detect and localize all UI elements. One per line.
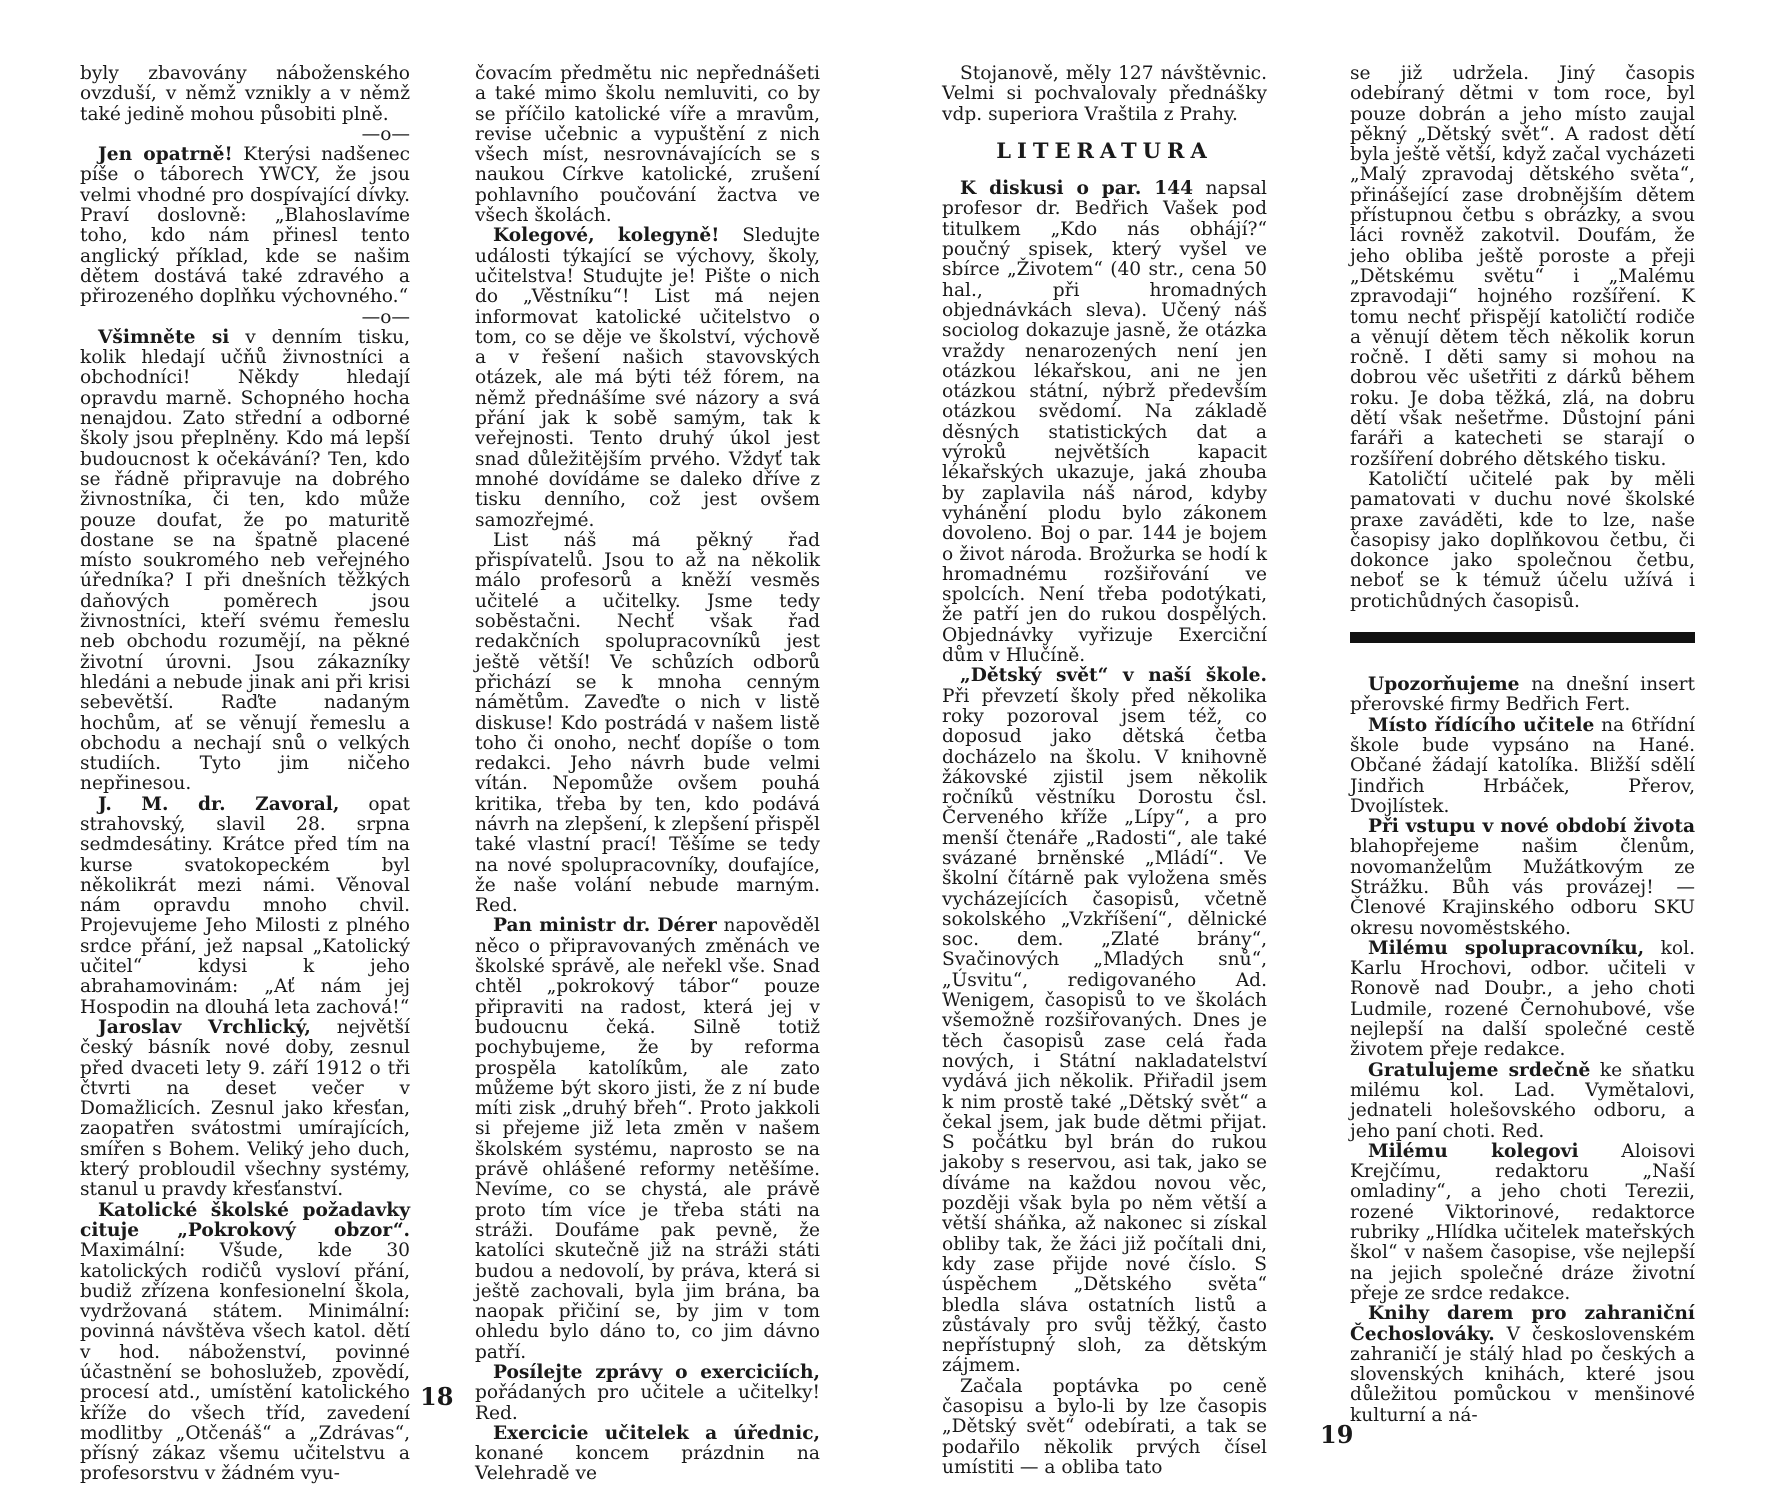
paragraph [1350, 1304, 1695, 1426]
separator-mark: —o— [361, 306, 410, 328]
paragraph [80, 1201, 410, 1485]
paragraph [475, 531, 820, 917]
paragraph-text: na dnešní insert přerovské firmy Bedřich Fert. [1350, 674, 1695, 716]
paragraph-text: čovacím předmětu nic nepřednášeti a také mimo školu nemluviti, co by se příčilo katolické víře a mravům, revise učebnic a vypuštění z nich všech míst, nesrovnávajících se s naukou Církve katolické, zrušení pohlavního poučování žactva ve všech školách. [475, 63, 820, 227]
paragraph-text: opat strahovský, slavil 28. srpna sedmdesátiny. Krátce před tím na kurse svatokopeckém byl několikrát mezi námi. Věnoval nám opravdu mnoho chvil. Projevujeme Jeho Milosti z plného srdce přání, jež napsal „Katolický učitel“ kdysi k jeho abrahamovinám: „Ať nám jej Hospodin na dlouhá leta zachová!“ [80, 793, 410, 1018]
paragraph [1350, 64, 1695, 470]
paragraph-lead: Všimněte si [98, 326, 230, 348]
paragraph-text: Při převzetí školy před několika roky pozoroval jsem též, co doposud jako dětská četba docházelo na školu. V knihovně žákovské zjistil jsem několik ročníků věstníku Dorostu čsl. Červeného kříže „Lípy“, a pro menší čtenáře „Radosti“, ale také svázané brněnské „Mládí“. Ve školní čítárně pak vyložena směs vycházejících časopisů, včetně sokolského „Vzkříšení“, dělnické soc. dem. „Zlaté brány“, Svačinových „Mladých snů“, „Úsvitu“, redigovaného Ad. Wenigem, časopisů to ve školách všemožně rozšiřovaných. Dnes je těch časopisů zase celá řada nových, i Státní nakladatelství vydává jich několik. Přiřadil jsem k nim prostě také „Dětský svět“ a čekal jsem, jak bude dětmi přijat. S počátku byl brán do rukou jakoby s reservou, asi tak, jako se díváme na každou novou věc, později však byla po něm větší a větší sháňka, až nakonec si získal obliby tak, že žáci již počítali dni, kdy zase přijde nové číslo. S úspěchem „Dětského světa“ bledla sláva ostatních listů a zůstávaly pro svůj těžký, často nepřístupný sloh, za dětským zájmem. [942, 685, 1267, 1377]
paragraph-lead: Pan ministr dr. Dérer [493, 915, 717, 937]
separator-mark: —o— [361, 123, 410, 145]
section-divider-rule [1350, 632, 1695, 643]
paragraph-lead: Exercicie učitelek a úřednic, [493, 1422, 820, 1444]
paragraph [475, 1424, 820, 1485]
paragraph-text: blahopřejeme našim členům, novomanželům Mužátkovým ze Strážku. Bůh vás provázej! — Členové Krajinského odboru SKU okresu novoměstského. [1350, 836, 1695, 939]
page-18-column-1 [80, 64, 410, 1485]
paragraph [80, 795, 410, 1018]
page-18-column-2 [475, 64, 820, 1485]
paragraph-lead: K diskusi o par. 144 [960, 178, 1194, 200]
paragraph-lead: Jen opatrně! [98, 144, 233, 166]
paragraph [475, 1363, 820, 1424]
paragraph-text: kol. Karlu Hrochovi, odbor. učiteli v Ronově nad Doubr., a jeho choti Ludmile, rozené Černohubové, vše nejlepší na další společné cestě životem přeje redakce. [1350, 937, 1695, 1061]
paragraph-text: Maximální: Všude, kde 30 katolických rodičů vysloví přání, budiž zřízena konfesionelní škola, vydržovaná státem. Minimální: povinná návštěva všech katol. dětí v hod. náboženství, povinné účastnění se bohoslužeb, zpovědí, procesí atd., umístění katolického kříže do všech tříd, zavedení modlitby „Otčenáš“ a „Zdrávas“, přísný zákaz všemu učitelstvu a profesorstvu v žádném vyu- [80, 1240, 410, 1485]
paragraph-text: v denním tisku, kolik hledají učňů živnostníci a obchodníci! Někdy hledají opravdu marně. Schopného hocha nenajdou. Zato střední a odborné školy jsou přeplněny. Kdo má lepší budoucnost k očekávání? Ten, kdo se řádně připravuje na dobrého živnostníka, či ten, kdo může pouze doufat, že po maturitě dostane se na špatně placené místo soukromého neb veřejného úředníka? I při dnešních těžkých daňových poměrech jsou živnostníci, kteří svému řemeslu neb obchodu rozumějí, na pěkné životní úrovni. Jsou zákazníky hledáni a nebude jinak ani při krisi sebevětší. Raďte nadaným hochům, ať se věnují řemeslu a obchodu a nechají snů o velkých studiích. Tyto jim ničeho nepřinesou. [80, 326, 410, 795]
paragraph-lead: „Dětský svět“ v naší škole. [960, 665, 1267, 687]
paragraph [1350, 1061, 1695, 1142]
paragraph [80, 145, 410, 307]
page-number-19: 19 [1320, 1420, 1354, 1449]
paragraph-lead: Při vstupu v nové období života [1368, 816, 1695, 838]
page-19-column-2 [1350, 64, 1695, 1426]
paragraph-text: List náš má pěkný řad přispívatelů. Jsou to až na několik málo profesorů a kněží vesměs učitelé a učitelky. Jsme tedy soběstačni. Nechť však řad redakčních spolupracovníků jest ještě větší! Ve schůzích odborů přichází se k mnoha cenným námětům. Zaveďte o nich v listě diskuse! Kdo postrádá v našem listě toho či onoho, nechť dopíše o tom redakci. Jeho návrh bude velmi vítán. Nepomůže ovšem pouhá kritika, třeba by ten, kdo podává návrh na zlepšení, k zlepšení přispěl také vlastní prací! Těšíme se tedy na nové spolupracovníky, doufajíce, že naše volání nebude marným. Red. [475, 529, 820, 917]
paragraph-lead: Milému spolupracovníku, [1368, 937, 1645, 959]
paragraph-text: napsal profesor dr. Bedřich Vašek pod titulkem „Kdo nás obhájí?“ poučný spisek, který vyšel ve sbírce „Životem“ (40 str., cena 50 hal., při hromadných objednávkách sleva). Učený náš sociolog dokazuje jasně, že otázka vraždy nenarozených není jen otázkou lékařskou, ani ne jen otázkou státní, nýbrž především otázkou svědomí. Na základě děsných statistických dat a výroků největších kapacit lékařských ukazuje, jaká zhouba by zaplavila náš národ, kdyby vyhánění plodu bylo zákonem dovoleno. Boj o par. 144 je bojem o život národa. Brožurka se hodí k hromadnému rozšiřování ve spolcích. Není třeba podotýkati, že patří jen do rukou dospělých. Objednávky vyřizuje Exerciční dům v Hlučíně. [942, 178, 1267, 667]
paragraph-text: na 6třídní škole bude vypsáno na Hané. Občané žádají katolíka. Bližší sdělí Jindřich Hrbáček, Přerov, Dvojlístek. [1350, 714, 1695, 817]
paragraph-text: napověděl něco o připravovaných změnách ve školské správě, ale neřekl vše. Snad chtěl „pokrokový tábor“ pouze připraviti na radost, která jej v budoucnu čeká. Silně totiž pochybujeme, že by reforma prospěla katolíkům, ale zato můžeme být skoro jisti, že z ní bude míti zisk „druhý břeh“. Proto jakkoli si přejeme již leta změn v našem školském systému, naprosto se na právě ohlášené reformy netěšíme. Nevíme, co se chystá, ale právě proto tím více je třeba státi na stráži. Doufáme pak pevně, že katolíci skutečně již na stráži státi budou a nedovolí, by práva, která si ještě zachovali, byla jim brána, ba naopak přičiní se, by jim v tom ohledu bylo dáno to, co jim dávno patří. [475, 915, 820, 1363]
paragraph-text: se již udržela. Jiný časopis odebíraný dětmi v tom roce, byl pouze dobrán a jeho místo zaujal pěkný „Dětský svět“. A radost dětí byla ještě větší, když začal vycházeti „Malý zpravodaj dětského světa“, přinášející zase drobnějším dětem přístupnou četbu s obrázky, a svou láci rovněž zakotvil. Doufám, že jeho obliba ještě poroste a přeji „Dětskému světu“ i „Malému zpravodaji“ hojného rozšíření. K tomu nechť přispějí katoličtí rodiče a věnují dětem těch několik korun ročně. I děti samy si mohou na dobrou věc ušetřiti z dárků během roku. Je doba těžká, zlá, na dobru dětí však nešetřme. Důstojní páni faráři a katecheti se starají o rozšíření dobrého dětského tisku. [1350, 63, 1695, 470]
paragraph-lead: J. M. dr. Zavoral, [98, 793, 340, 815]
page-number-18: 18 [420, 1382, 454, 1411]
paragraph [1350, 716, 1695, 817]
paragraph-text: pořádaných pro učitele a učitelky! Red. [475, 1382, 820, 1424]
paragraph-text: největší český básník nové doby, zesnul před dvaceti lety 9. září 1912 o tři čtvrti na deset večer v Domažlicích. Zesnul jako křesťan, zaopatřen svátostmi umírajících, smířen s Bohem. Veliký jeho duch, který probloudil všechny systémy, stanul u pravdy křesťanství. [80, 1016, 411, 1201]
paragraph-text: konané koncem prázdnin na Velehradě ve [475, 1443, 820, 1485]
page-19-intro: Stojanově, měly 127 návštěvnic. Velmi si pochvalovaly přednášky vdp. superiora Vraštila z Prahy. [942, 63, 1267, 125]
paragraph-text: Začala poptávka po ceně časopisu a bylo-li by lze časopis „Dětský svět“ odebírati, a tak se podařilo několik prvých čísel umístiti — a obliba tato [942, 1375, 1267, 1478]
paragraph-lead: Upozorňujeme [1368, 674, 1520, 696]
paragraph [475, 916, 820, 1363]
paragraph-text: Kterýsi nadšenec píše o táborech YWCY, že jsou velmi vhodné pro dospívající dívky. Praví doslovně: „Blahoslavíme toho, kdo nám přinesl tento anglický příklad, kde se našim dětem dostává také zdravého a přirozeného doplňku výchovného.“ [80, 144, 410, 308]
paragraph-text: byly zbavovány náboženského ovzduší, v němž vznikly a v němž také jedině mohou působiti plně. [80, 63, 410, 125]
paragraph [1350, 675, 1695, 716]
paragraph-text: Aloisovi Krejčímu, redaktoru „Naší omladiny“, a jeho choti Terezii, rozené Viktorinové, redaktorce rubriky „Hlídka učitelek mateřských škol“ v našem časopise, vše nejlepší na jejich společné dráze životní přeje ze srdce redakce. [1350, 1140, 1695, 1304]
paragraph [1350, 1142, 1695, 1304]
paragraph-lead: Jaroslav Vrchlický, [98, 1016, 311, 1038]
paragraph [1350, 470, 1695, 612]
paragraph-lead: Gratulujeme srdečně [1368, 1059, 1591, 1081]
paragraph-lead: Milému kolegovi [1368, 1140, 1579, 1162]
paragraph-lead: Kolegové, kolegyně! [493, 225, 720, 247]
paragraph-text: V československém zahraničí je stálý hlad po českých a slovenských knihách, které jsou důležitou pomůckou v menšinové kulturní a ná- [1350, 1323, 1695, 1426]
paragraph [1350, 939, 1695, 1061]
paragraph [80, 328, 410, 795]
paragraph [80, 1018, 410, 1201]
paragraph-text: Sledujte události týkající se výchovy, školy, učitelstva! Studujte je! Pište o nich do „Věstníku“! List má nejen informovat katolické učitelstvo o tom, co se děje ve školství, výchově a v řešení našich stavovských otázek, ale má býti též fórem, na němž přednášíme své názory a svá přání jak k sobě samým, tak k veřejnosti. Tento druhý úkol jest snad důležitějším prvého. Vždyť tak mnohé dovídáme se daleko dříve z tisku denního, což jest ovšem samozřejmé. [475, 225, 820, 531]
paragraph-lead: Místo řídícího učitele [1368, 714, 1595, 736]
paragraph-lead: Knihy darem pro zahraniční Čechoslováky. [1350, 1303, 1695, 1345]
paragraph [1350, 817, 1695, 939]
paragraph [942, 666, 1267, 1376]
paragraph [80, 64, 410, 125]
paragraph-text: Katoličtí učitelé pak by měli pamatovati v duchu nové školské praxe zaváděti, kde to lze, naše časopisy jako doplňkovou četbu, či dokonce jako společnou četbu, neboť se k témuž účelu užívá i protichůdných časopisů. [1350, 468, 1695, 612]
paragraph-text: ke sňatku milému kol. Lad. Vymětalovi, jednateli holešovského odboru, a jeho paní choti. Red. [1350, 1059, 1695, 1142]
section-heading-literatura: LITERATURA [996, 137, 1213, 163]
page-19-column-1 [942, 64, 1267, 1478]
paragraph [475, 64, 820, 226]
paragraph [475, 226, 820, 530]
paragraph-lead: Posílejte zprávy o exerciciích, [493, 1362, 820, 1383]
paragraph [942, 1377, 1267, 1478]
paragraph-lead: Katolické školské požadavky cituje „Pokrokový obzor“. [80, 1199, 410, 1241]
paragraph [942, 179, 1267, 666]
